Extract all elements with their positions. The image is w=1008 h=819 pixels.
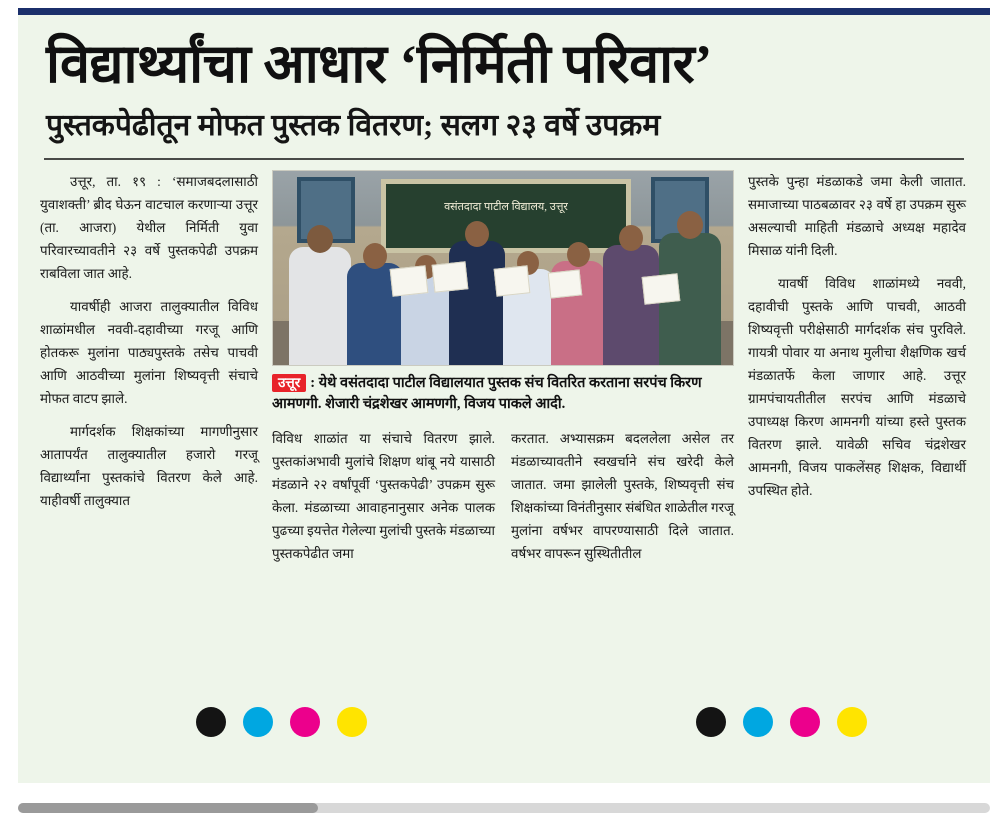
person-head <box>619 225 643 251</box>
registration-dot-black <box>696 707 726 737</box>
newspaper-clipping <box>18 15 990 783</box>
column-middle <box>272 170 734 575</box>
column-right <box>748 170 966 513</box>
article-body <box>40 170 968 575</box>
person-figure <box>289 247 351 365</box>
page-title: विद्यार्थ्यांचा आधार ‘निर्मिती परिवार’ <box>46 34 712 94</box>
paragraph: करतात. अभ्यासक्रम बदललेला असेल तर मंडळाच्यावतीने स्वखर्चाने संच खरेदी केले जातात. जमा झालेली पुस्तके, शिष्यवृत्ती संच शिक्षकांच्या विनंतीनुसार संबंधित शाळेतील गरजू मुलांना वर्षभर वापरण्यासाठी दिले जातात. वर्षभर वापरून सुस्थितीतील <box>511 430 734 562</box>
article-photo <box>272 170 734 366</box>
column-middle-right <box>511 427 734 575</box>
photo-caption <box>272 373 734 415</box>
top-rule <box>18 8 990 15</box>
paragraph: उत्तूर, ता. १९ : ‘समाजबदलासाठी युवाशक्ती’ ब्रीद घेऊन वाटचाल करणाऱ्या उत्तूर (ता. आजरा) येथील निर्मिती युवा परिवारच्यावतीने २३ वर्षे पुस्तकपेढी उपक्रम राबविला जात आहे. <box>40 173 258 281</box>
registration-dot-yellow <box>337 707 367 737</box>
registration-dots-left <box>196 707 367 737</box>
person-head <box>677 211 703 239</box>
book-object <box>548 269 583 298</box>
registration-dot-cyan <box>743 707 773 737</box>
paragraph: विविध शाळांत या संचाचे वितरण झाले. पुस्तकांअभावी मुलांचे शिक्षण थांबू नये यासाठी मंडळाने २२ वर्षांपूर्वी ‘पुस्तकपेढी’ उपक्रम सुरू केला. मंडळाच्या आवाहनानुसार अनेक पालक पुढच्या इयत्तेत गेलेल्या मुलांची पुस्तके मंडळाच्या पुस्तकपेढीत जमा <box>272 430 495 562</box>
blackboard <box>381 179 631 253</box>
registration-dot-magenta <box>290 707 320 737</box>
person-figure <box>449 241 505 365</box>
book-object <box>390 265 429 297</box>
book-object <box>494 265 531 296</box>
photo-block <box>272 170 734 415</box>
paragraph: पुस्तके पुन्हा मंडळाकडे जमा केली जातात. समाजाच्या पाठबळावर २३ वर्षे हा उपक्रम सुरू असल्याची माहिती मंडळाचे अध्यक्ष महादेव मिसाळ यांनी दिली. <box>748 173 966 258</box>
paragraph: मार्गदर्शक शिक्षकांच्या मागणीनुसार आतापर्यंत तालुक्यातील हजारो गरजू विद्यार्थ्यांना पुस्तकांचे वितरण केले आहे. याहीवर्षी तालुक्यात <box>40 424 258 509</box>
registration-dot-yellow <box>837 707 867 737</box>
person-head <box>363 243 387 269</box>
column-left <box>40 170 258 523</box>
paragraph: यावर्षीही आजरा तालुक्यातील विविध शाळांमधील नववी-दहावीच्या गरजू आणि होतकरू मुलांना पाठ्यपुस्तके तसेच पाचवी आणि आठवीच्या मुलांना शिष्यवृत्ती संचाचे मोफत वाटप झाले. <box>40 299 258 407</box>
caption-location-tag: उत्तूर <box>272 374 306 392</box>
blackboard-text: वसंतदादा पाटील विद्यालय, उत्तूर <box>444 200 568 213</box>
person-figure <box>603 245 659 365</box>
person-head <box>567 242 590 267</box>
registration-dot-cyan <box>243 707 273 737</box>
horizontal-divider <box>44 158 964 160</box>
registration-dot-black <box>196 707 226 737</box>
horizontal-scrollbar[interactable] <box>18 803 990 813</box>
subheadline: पुस्तकपेढीतून मोफत पुस्तक वितरण; सलग २३ वर्षे उपक्रम <box>46 109 661 143</box>
book-object <box>642 273 681 305</box>
caption-text: : येथे वसंतदादा पाटील विद्यालयात पुस्तक संच वितरित करताना सरपंच किरण आमणगी. शेजारी चंद्रशेखर आमणगी, विजय पाकले आदी. <box>272 374 702 412</box>
middle-text-columns <box>272 427 734 575</box>
registration-dots-right <box>696 707 867 737</box>
column-middle-left <box>272 427 495 575</box>
scrollbar-thumb[interactable] <box>18 803 318 813</box>
registration-dot-magenta <box>790 707 820 737</box>
person-head <box>307 225 333 253</box>
person-head <box>465 221 489 247</box>
book-object <box>432 261 469 292</box>
paragraph: यावर्षी विविध शाळांमध्ये नववी, दहावीची पुस्तके आणि पाचवी, आठवी शिष्यवृत्ती परीक्षेसाठी मार्गदर्शक संच पुरविले. गायत्री पोवार या अनाथ मुलीचा शैक्षणिक खर्च मंडळातर्फे केला जाणार आहे. उत्तूर ग्रामपंचायतीतील सरपंच आणि मंडळाचे उपाध्यक्ष किरण आमनगी यांच्या हस्ते पुस्तक वितरण झाले. यावेळी सचिव चंद्रशेखर आमनगी, विजय पाकलेंसह शिक्षक, विद्यार्थी उपस्थित होते. <box>748 276 966 499</box>
